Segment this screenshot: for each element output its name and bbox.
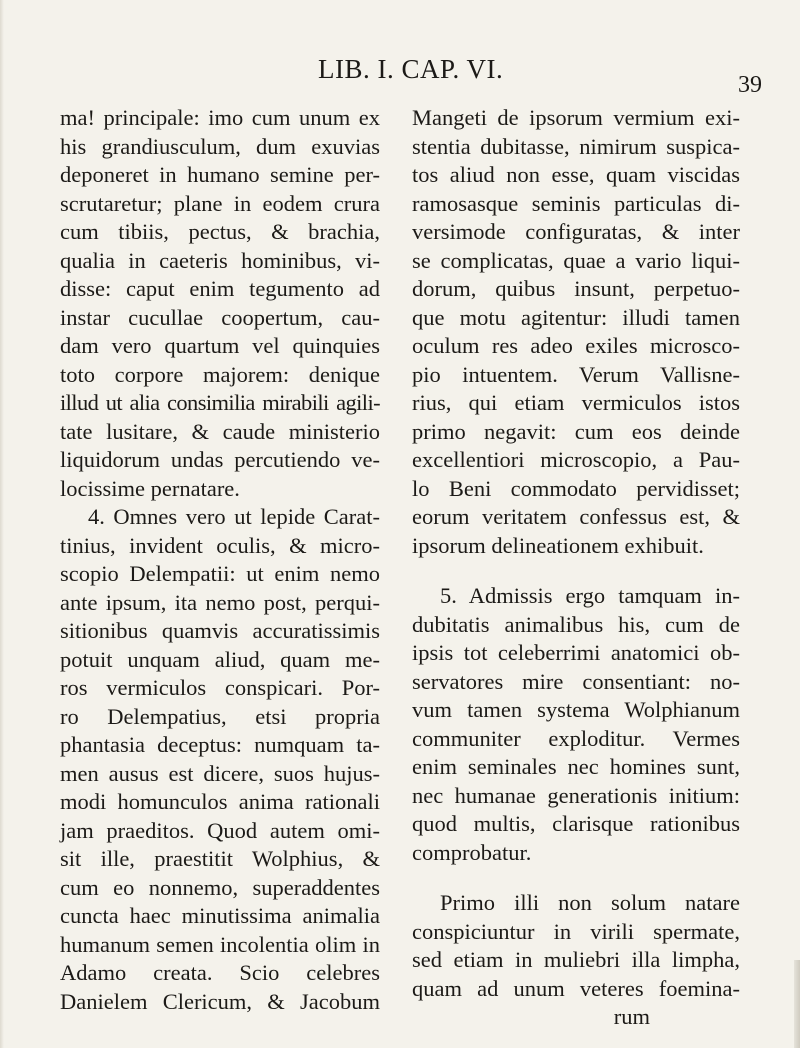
text-line: illud ut alia consimilia mirabili agili- — [60, 390, 380, 415]
text-line: his grandiusculum, dum exuvias — [60, 133, 380, 159]
text-line: enim seminales nec homines sunt, — [412, 754, 740, 779]
text-line: cum eo nonnemo, superaddentes — [60, 874, 380, 900]
text-line: modi homunculos anima rationali — [60, 789, 380, 814]
text-line: comprobatur. — [412, 839, 532, 865]
text-line: Mangeti de ipsorum vermium exi- — [412, 105, 740, 130]
text-line: scopio Delempatii: ut enim nemo — [60, 561, 380, 586]
text-line: scrutaretur; plane in eodem crura — [60, 190, 380, 216]
text-line: que motu agitentur: illudi tamen — [412, 304, 740, 330]
text-line: se complicatas, quae a vario liqui- — [412, 247, 740, 273]
paragraph-start: 4. Omnes vero ut lepide Carat- — [88, 504, 380, 529]
text-line: excellentiori microscopio, a Pau- — [412, 447, 740, 472]
text-line: sitionibus quamvis accuratissimis — [60, 618, 380, 643]
text-line: quam ad unum veteres foemina- — [412, 975, 740, 1001]
text-line: tate lusitare, & caude ministerio — [60, 418, 380, 444]
text-line: quod multis, clarisque rationibus — [412, 811, 740, 836]
page-number: 39 — [738, 72, 762, 98]
text-line: servatores mire consentiant: no- — [412, 668, 740, 694]
text-line: humanum semen incolentia olim in — [60, 931, 380, 957]
page-edge-shadow — [0, 0, 4, 1048]
text-line: stentia dubitasse, nimirum suspica- — [412, 133, 740, 159]
text-line: cuncta haec minutissima animalia — [60, 903, 380, 928]
text-line: tinius, invident oculis, & micro- — [60, 532, 380, 558]
paragraph-start: 5. Admissis ergo tamquam in- — [440, 583, 740, 608]
text-line: phantasia deceptus: numquam ta- — [60, 732, 380, 757]
left-column — [60, 104, 380, 1016]
text-line: dam vero quartum vel quinquies — [60, 333, 380, 358]
text-line: locissime pernatare. — [60, 475, 240, 501]
text-line: deponeret in humano semine per- — [60, 162, 380, 187]
catchword: rum — [613, 1004, 650, 1029]
text-line: jam praeditos. Quod autem omi- — [60, 817, 380, 843]
paragraph-start: Primo illi non solum natare — [440, 890, 740, 915]
text-line: ante ipsum, ita nemo post, perqui- — [60, 589, 380, 615]
text-line: disse: caput enim tegumento ad — [60, 276, 380, 301]
paragraph-gap — [412, 560, 740, 582]
text-line: eorum veritatem confessus est, & — [412, 504, 740, 529]
text-line: vum tamen systema Wolphianum — [412, 697, 740, 722]
page-header — [0, 48, 800, 98]
text-line: liquidorum undas percutiendo ve- — [60, 447, 380, 472]
text-line: primo negavit: cum eos deinde — [412, 418, 740, 444]
text-line: ipsorum delineationem exhibuit. — [412, 532, 704, 558]
text-line: toto corpore majorem: denique — [60, 361, 380, 387]
running-head: LIB. I. CAP. VI. — [318, 54, 504, 84]
text-line: rius, qui etiam vermiculos istos — [412, 390, 740, 415]
text-line: Danielem Clericum, & Jacobum — [60, 988, 380, 1014]
text-line: nec humanae generationis initium: — [412, 782, 740, 808]
text-line: ro Delempatius, etsi propria — [60, 703, 380, 729]
text-line: pio intuentem. Verum Vallisne- — [412, 361, 740, 387]
text-line: potuit unquam aliud, quam me- — [60, 646, 380, 672]
text-line: men ausus est dicere, suos hujus- — [60, 760, 380, 786]
text-line: communiter exploditur. Vermes — [412, 725, 740, 751]
text-line: dorum, quibus insunt, perpetuo- — [412, 276, 740, 301]
text-line: Adamo creata. Scio celebres — [60, 960, 380, 985]
paragraph-gap — [412, 867, 740, 889]
text-line: dubitatis animalibus his, cum de — [412, 611, 740, 637]
text-line: ipsis tot celeberrimi anatomici ob- — [412, 640, 740, 665]
text-line: conspiciuntur in virili spermate, — [412, 918, 740, 944]
text-line: lo Beni commodato pervidisset; — [412, 475, 740, 501]
text-line: ma! principale: imo cum unum ex — [60, 105, 380, 130]
text-line: oculum res adeo exiles microsco- — [412, 333, 740, 358]
text-line: sed etiam in muliebri illa limpha, — [412, 947, 740, 972]
page-edge-mark — [794, 960, 800, 1048]
text-line: versimode configuratas, & inter — [412, 219, 740, 244]
text-line: qualia in caeteris hominibus, vi- — [60, 247, 380, 273]
text-line: cum tibiis, pectus, & brachia, — [60, 219, 380, 244]
text-line: instar cucullae coopertum, cau- — [60, 304, 380, 330]
right-column — [412, 104, 740, 1032]
text-line: ramosasque seminis particulas di- — [412, 190, 740, 216]
text-line: sit ille, praestitit Wolphius, & — [60, 846, 380, 871]
text-line: ros vermiculos conspicari. Por- — [60, 675, 380, 700]
text-line: tos aliud non esse, quam viscidas — [412, 162, 740, 187]
